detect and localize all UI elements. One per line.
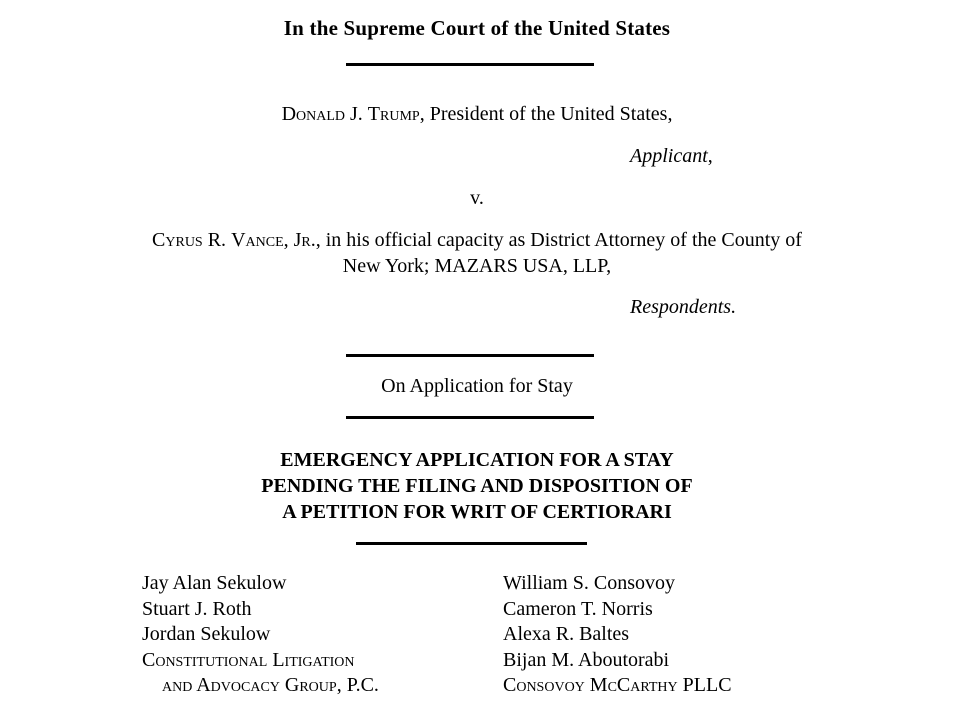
divider-rule-bottom (356, 542, 587, 545)
applicant-initial: J. (345, 103, 368, 125)
respondent-name-sep: , (283, 229, 294, 251)
counsel-firm-suffix: , P.C. (336, 674, 379, 696)
respondents-line-1 (0, 229, 954, 252)
divider-rule-top (346, 63, 594, 66)
counsel-firm-suffix: PLLC (677, 674, 732, 696)
counsel-firm-line-1: Constitutional Litigation (142, 648, 355, 671)
application-title-line: PENDING THE FILING AND DISPOSITION OF (261, 475, 693, 497)
respondent-description: , in his official capacity as District Attorney of the County of (315, 229, 802, 251)
respondents-line-2: New York; MAZARS USA, LLP, (342, 255, 612, 277)
counsel-firm-name-part: McCarthy (589, 674, 678, 696)
counsel-name: Stuart J. Roth (142, 597, 252, 620)
application-title-line: A PETITION FOR WRIT OF CERTIORARI (282, 501, 672, 523)
applicant-description: , President of the United States, (419, 103, 673, 125)
proceeding-label: On Application for Stay (381, 375, 573, 397)
counsel-name: Jay Alan Sekulow (142, 572, 287, 594)
application-title (0, 447, 954, 525)
counsel-name: William S. Consovoy (503, 572, 675, 594)
applicant-last-name: Trump (367, 103, 420, 125)
applicant-role-punct: , (707, 145, 713, 167)
court-title: In the Supreme Court of the United States (283, 16, 671, 40)
counsel-right (503, 571, 732, 699)
applicant-role (630, 145, 713, 168)
counsel-name: Cameron T. Norris (503, 597, 653, 620)
counsel-firm-line-2 (142, 673, 379, 699)
divider-rule-lower (346, 416, 594, 419)
respondent-initial: R. (202, 229, 232, 251)
counsel-left (142, 571, 379, 699)
counsel-name: Jordan Sekulow (142, 623, 271, 645)
versus: v. (470, 187, 484, 209)
applicant-first-name: Donald (281, 103, 345, 125)
counsel-firm (503, 673, 732, 699)
applicant-role-label: Applicant (630, 145, 708, 167)
divider-rule-upper (346, 354, 594, 357)
respondent-suffix: Jr. (293, 229, 316, 251)
applicant-line (0, 103, 954, 126)
counsel-firm-name-part: Consovoy (503, 674, 585, 696)
counsel-name: Bijan M. Aboutorabi (503, 648, 670, 671)
respondent-last-name: Vance (231, 229, 284, 251)
respondent-first-name: Cyrus (152, 229, 203, 251)
respondents-role: Respondents. (630, 296, 737, 318)
counsel-firm-name-part: and Advocacy Group (162, 674, 337, 696)
counsel-name: Alexa R. Baltes (503, 623, 630, 645)
application-title-line: EMERGENCY APPLICATION FOR A STAY (280, 449, 674, 471)
